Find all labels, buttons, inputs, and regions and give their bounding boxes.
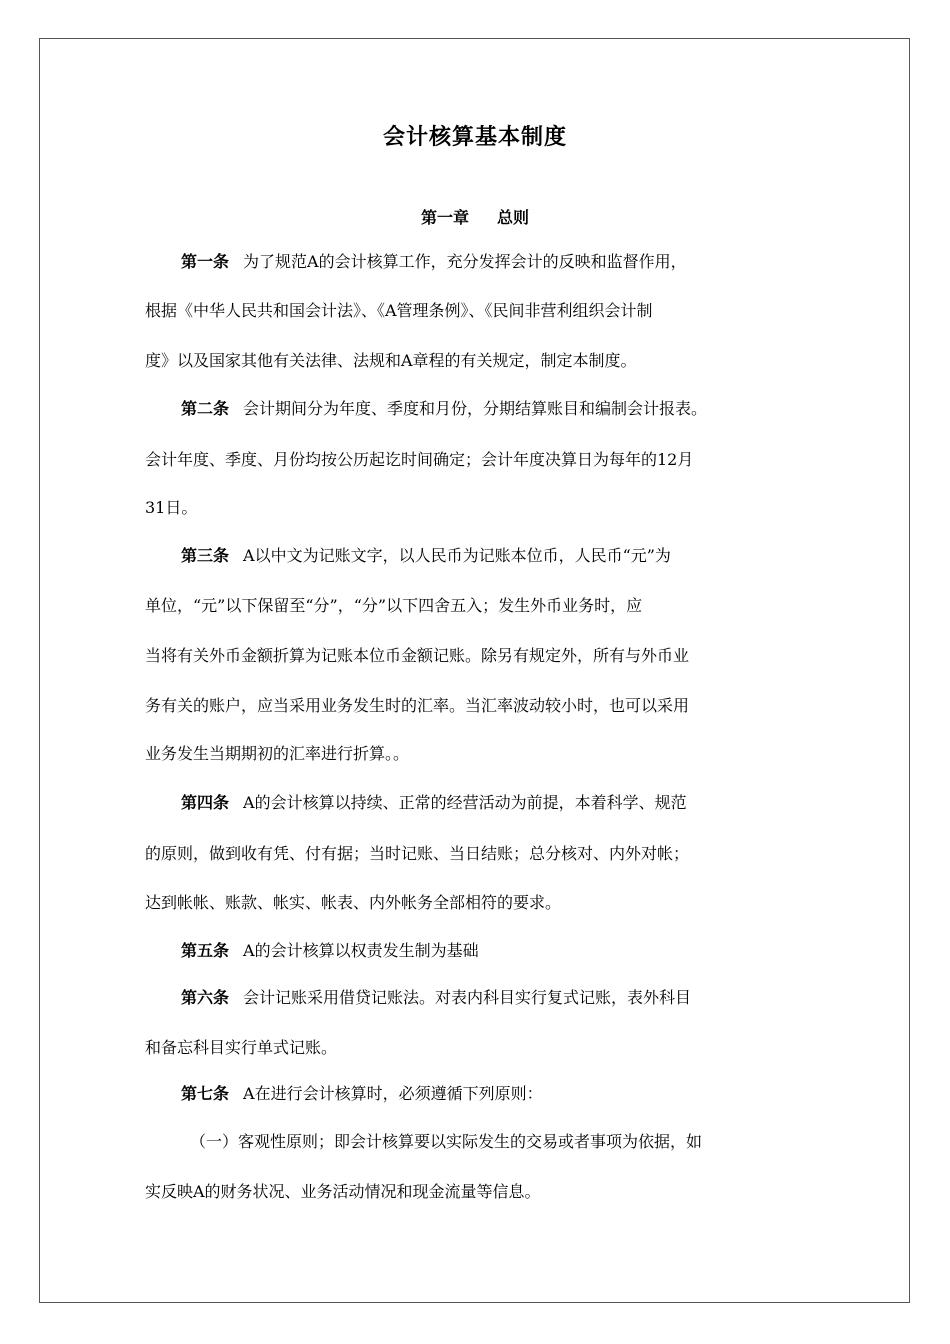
principle-1-line-2: 实反映A的财务状况、业务活动情况和现金流量等信息。 <box>145 1182 541 1201</box>
article-1-line-1: 第一条 为了规范A的会计核算工作，充分发挥会计的反映和监督作用， <box>181 252 687 271</box>
article-6-line-1: 第六条 会计记账采用借贷记账法。对表内科目实行复式记账，表外科目 <box>181 988 692 1007</box>
article-3-line-2: 单位，“元”以下保留至“分”，“分”以下四舍五入；发生外币业务时，应 <box>145 596 643 615</box>
article-4-line-1: 第四条 A的会计核算以持续、正常的经营活动为前提，本着科学、规范 <box>181 793 687 812</box>
chapter-heading <box>0 205 950 228</box>
article-3-line-5: 业务发生当期期初的汇率进行折算。。 <box>145 744 410 763</box>
article-2-line-2: 会计年度、季度、月份均按公历起讫时间确定；会计年度决算日为每年的12月 <box>145 450 694 469</box>
article-label: 第四条 <box>181 793 230 812</box>
article-4-line-3: 达到帐帐、账款、帐实、帐表、内外帐务全部相符的要求。 <box>145 893 562 912</box>
article-6-line-2: 和备忘科目实行单式记账。 <box>145 1038 338 1057</box>
article-label: 第三条 <box>181 546 230 565</box>
principle-1-line-1: （一）客观性原则；即会计核算要以实际发生的交易或者事项为依据，如 <box>190 1132 703 1151</box>
article-4-line-2: 的原则，做到收有凭、付有据；当时记账、当日结账；总分核对、内外对帐； <box>145 844 690 863</box>
article-7-line-1: 第七条 A在进行会计核算时，必须遵循下列原则： <box>181 1084 543 1103</box>
document-title: 会计核算基本制度 <box>382 125 567 150</box>
article-2-line-3: 31日。 <box>145 498 198 517</box>
article-label: 第五条 <box>181 941 230 960</box>
chapter-number: 第一章 <box>420 208 469 227</box>
article-5-line-1: 第五条 A的会计核算以权责发生制为基础 <box>181 941 479 960</box>
article-2-line-1: 第二条 会计期间分为年度、季度和月份，分期结算账目和编制会计报表。 <box>181 399 708 418</box>
article-label: 第二条 <box>181 399 230 418</box>
article-3-line-3: 当将有关外币金额折算为记账本位币金额记账。除另有规定外，所有与外币业 <box>145 646 690 665</box>
article-1-line-2: 根据《中华人民共和国会计法》、《A管理条例》、《民间非营利组织会计制 <box>145 301 653 320</box>
chapter-name: 总则 <box>497 208 530 227</box>
article-label: 第七条 <box>181 1084 230 1103</box>
article-3-line-1: 第三条 A以中文为记账文字，以人民币为记账本位币，人民币“元”为 <box>181 546 671 565</box>
article-3-line-4: 务有关的账户，应当采用业务发生时的汇率。当汇率波动较小时，也可以采用 <box>145 696 690 715</box>
article-label: 第六条 <box>181 988 230 1007</box>
article-label: 第一条 <box>181 252 230 271</box>
article-1-line-3: 度》以及国家其他有关法律、法规和A章程的有关规定，制定本制度。 <box>145 351 637 370</box>
